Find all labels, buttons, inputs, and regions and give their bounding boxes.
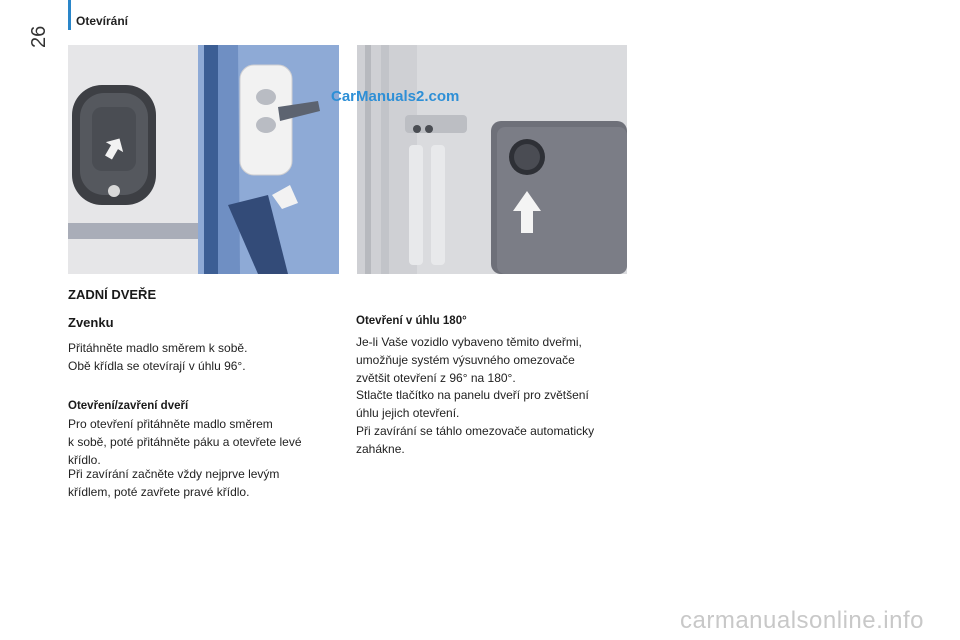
page-number: 26	[28, 25, 50, 48]
text-line: Obě křídla se otevírají v úhlu 96°.	[68, 359, 246, 373]
text-line: úhlu jejich otevření.	[356, 406, 460, 420]
door-button-drawing	[357, 45, 627, 274]
open-180-paragraph-2	[356, 386, 636, 422]
text-line: zvětšit otevření z 96° na 180°.	[356, 371, 516, 385]
door-button-illustration	[357, 45, 627, 274]
text-line: zahákne.	[356, 442, 405, 456]
text-line: křídlem, poté zavřete pravé křídlo.	[68, 485, 250, 499]
open-180-paragraph-1	[356, 333, 636, 387]
text-line: umožňuje systém výsuvného omezovače	[356, 353, 575, 367]
text-line: křídlo.	[68, 453, 101, 467]
text-line: Je-li Vaše vozidlo vybaveno těmito dveřmi,	[356, 335, 582, 349]
outside-paragraph	[68, 339, 340, 375]
rear-doors-heading: ZADNÍ DVEŘE	[68, 287, 157, 302]
open-close-paragraph-2	[68, 465, 340, 501]
open-close-paragraph-1	[68, 415, 340, 469]
text-line: Pro otevření přitáhněte madlo směrem	[68, 417, 273, 431]
door-handle-illustration	[68, 45, 339, 274]
text-line: Při zavírání začněte vždy nejprve levým	[68, 467, 280, 481]
text-line: Přitáhněte madlo směrem k sobě.	[68, 341, 248, 355]
open-close-heading: Otevření/zavření dveří	[68, 400, 189, 412]
text-line: Při zavírání se táhlo omezovače automaticky	[356, 424, 595, 438]
open-180-paragraph-3	[356, 422, 636, 458]
watermark-top: CarManuals2.com	[331, 88, 460, 105]
open-180-heading: Otevření v úhlu 180°	[356, 315, 467, 327]
section-title: Otevírání	[76, 14, 129, 28]
section-accent-bar	[68, 0, 71, 30]
watermark-bottom: carmanualsonline.info	[680, 607, 924, 634]
text-line: Stlačte tlačítko na panelu dveří pro zvětšení	[356, 388, 589, 402]
text-line: k sobě, poté přitáhněte páku a otevřete levé	[68, 435, 302, 449]
outside-heading: Zvenku	[68, 315, 114, 330]
door-handle-drawing	[68, 45, 339, 274]
